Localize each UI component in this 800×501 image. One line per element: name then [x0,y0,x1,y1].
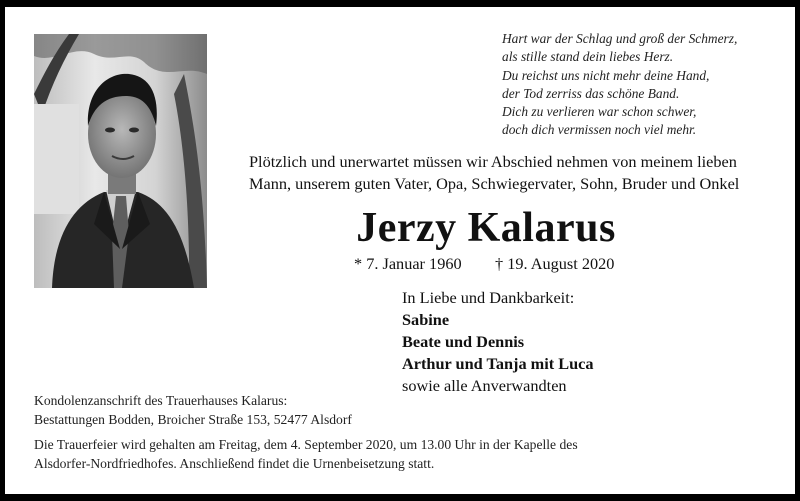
intro-line: Mann, unserem guten Vater, Opa, Schwiegervater, Sohn, Bruder und Onkel [249,174,740,193]
portrait-photo [34,34,207,288]
condolence-line: Bestattungen Bodden, Broicher Straße 153, 52477 Alsdorf [34,411,352,427]
family-name: Sabine [402,310,450,329]
poem-line: der Tod zerriss das schöne Band. [502,85,680,101]
death-date: † 19. August 2020 [495,254,615,273]
poem-line: Du reichst uns nicht mehr deine Hand, [502,67,710,83]
family-heading: In Liebe und Dankbarkeit: [402,288,575,307]
family-name: Arthur und Tanja mit Luca [402,354,594,373]
ceremony-line: Alsdorfer-Nordfriedhofes. Anschließend findet die Urnenbeisetzung statt. [34,455,435,471]
poem-line: doch dich vermissen noch viel mehr. [502,122,697,138]
poem-line: Dich zu verlieren war schon schwer, [502,104,697,120]
family-signatures [402,287,594,397]
deceased-name: Jerzy Kalarus [356,205,616,251]
intro-text [249,151,789,195]
birth-date: * 7. Januar 1960 [354,254,462,273]
condolence-line: Kondolenzanschrift des Trauerhauses Kalarus: [34,393,288,408]
poem [502,30,782,140]
family-closing: sowie alle Anverwandten [402,376,567,395]
family-name: Beate und Dennis [402,332,525,351]
ceremony-line: Die Trauerfeier wird gehalten am Freitag, dem 4. September 2020, um 13.00 Uhr in der Kapelle des [34,437,578,452]
poem-line: als stille stand dein liebes Herz. [502,49,674,65]
ceremony-info [34,436,734,473]
condolence-address [34,392,734,429]
poem-line: Hart war der Schlag und groß der Schmerz, [502,31,738,46]
intro-line: Plötzlich und unerwartet müssen wir Abschied nehmen von meinem lieben [249,152,737,171]
